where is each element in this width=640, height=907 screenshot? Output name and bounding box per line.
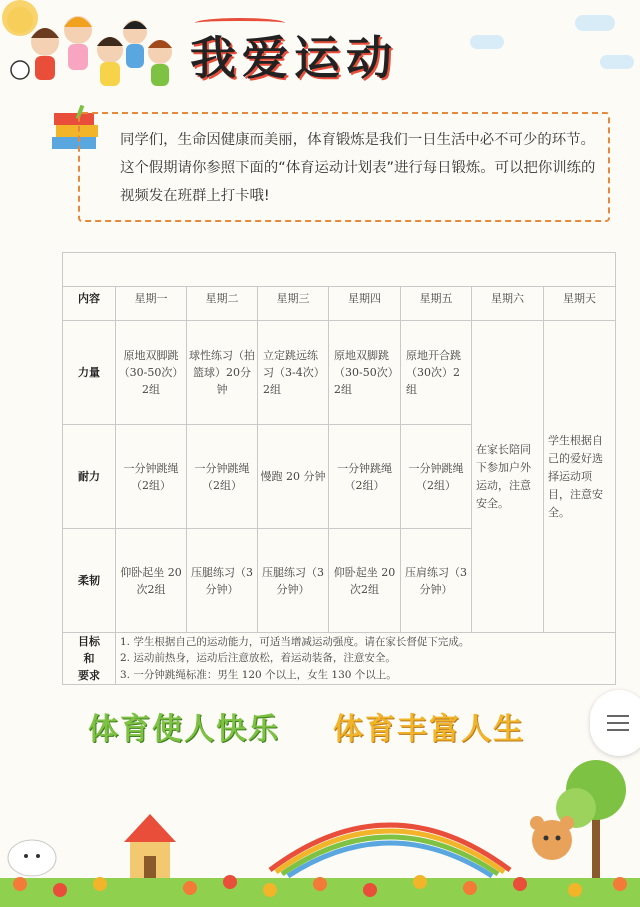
- exercise-plan-table: [62, 252, 616, 685]
- column-header-day: 星期五: [401, 287, 472, 321]
- bear-icon: [530, 816, 574, 860]
- plan-cell: 原地双脚跳（30-50次）2组: [116, 321, 187, 425]
- sheep-icon: [8, 840, 56, 876]
- goal-item: 1. 学生根据自己的运动能力，可适当增减运动强度。请在家长督促下完成。: [120, 635, 470, 648]
- column-header-day: 星期一: [116, 287, 187, 321]
- rainbow-icon: [270, 825, 510, 876]
- cloud-icon: [575, 15, 615, 31]
- plan-cell: 仰卧起坐 20次2组: [329, 529, 401, 633]
- plan-cell: 立定跳远练习（3-4次）2组: [258, 321, 329, 425]
- menu-icon: [607, 715, 629, 717]
- goal-item: 2. 运动前热身，运动后注意放松，着运动装备，注意安全。: [120, 652, 396, 665]
- plan-cell: 一分钟跳绳（2组）: [187, 425, 258, 529]
- menu-icon: [607, 722, 629, 724]
- intro-note: 同学们，生命因健康而美丽，体育锻炼是我们一日生活中必不可少的环节。这个假期请你参照下面的“体育运动计划表”进行每日锻炼。可以把你训练的视频发在班群上打卡哦!: [78, 112, 610, 222]
- column-header-content: 内容: [63, 287, 116, 321]
- plan-cell: 一分钟跳绳（2组）: [329, 425, 401, 529]
- plan-cell: 球性练习（拍篮球）20分钟: [187, 321, 258, 425]
- goals-cell: [116, 633, 616, 685]
- column-header-day: 星期六: [472, 287, 544, 321]
- row-label-strength: 力量: [63, 321, 116, 425]
- table-row-goals: [63, 633, 616, 685]
- plan-cell: 仰卧起坐 20次2组: [116, 529, 187, 633]
- cloud-icon: [600, 55, 634, 69]
- column-header-day: 星期二: [187, 287, 258, 321]
- row-label-goals: [63, 633, 116, 685]
- plan-cell: 一分钟跳绳（2组）: [116, 425, 187, 529]
- plan-cell: 一分钟跳绳（2组）: [401, 425, 472, 529]
- cloud-icon: [470, 35, 504, 49]
- table-row-strength: [63, 321, 616, 425]
- slogan-enrich: 体育丰富人生: [333, 712, 525, 747]
- goals-label-line: 目标: [78, 635, 100, 648]
- goals-label-line: 和: [83, 652, 95, 665]
- menu-button[interactable]: [590, 690, 640, 756]
- goal-item: 3. 一分钟跳绳标准：男生 120 个以上，女生 130 个以上。: [120, 668, 397, 681]
- house-icon: [124, 814, 176, 880]
- table-header-row: [63, 287, 616, 321]
- goals-label-line: 要求: [78, 669, 100, 682]
- kids-illustration: [0, 0, 190, 100]
- row-label-endurance: 耐力: [63, 425, 116, 529]
- plan-cell: 压腿练习（3分钟）: [187, 529, 258, 633]
- column-header-day: 星期四: [329, 287, 401, 321]
- column-header-day: 星期三: [258, 287, 329, 321]
- plan-cell: 原地开合跳（30次）2组: [401, 321, 472, 425]
- slogan-happy: 体育使人快乐: [88, 712, 280, 747]
- page-title: 我爱运动: [190, 31, 398, 85]
- table-caption-row: [63, 253, 616, 287]
- menu-icon: [607, 729, 629, 731]
- plan-cell-saturday: 在家长陪同下参加户外运动，注意安全。: [472, 321, 544, 633]
- plan-cell: 慢跑 20 分钟: [258, 425, 329, 529]
- row-label-flexibility: 柔韧: [63, 529, 116, 633]
- plan-cell-sunday: 学生根据自己的爱好选择运动项目，注意安全。: [544, 321, 616, 633]
- meadow-illustration: [0, 760, 640, 907]
- plan-cell: 压腿练习（3分钟）: [258, 529, 329, 633]
- column-header-day: 星期天: [544, 287, 616, 321]
- plan-cell: 原地双脚跳（30-50次）2组: [329, 321, 401, 425]
- plan-cell: 压肩练习（3分钟）: [401, 529, 472, 633]
